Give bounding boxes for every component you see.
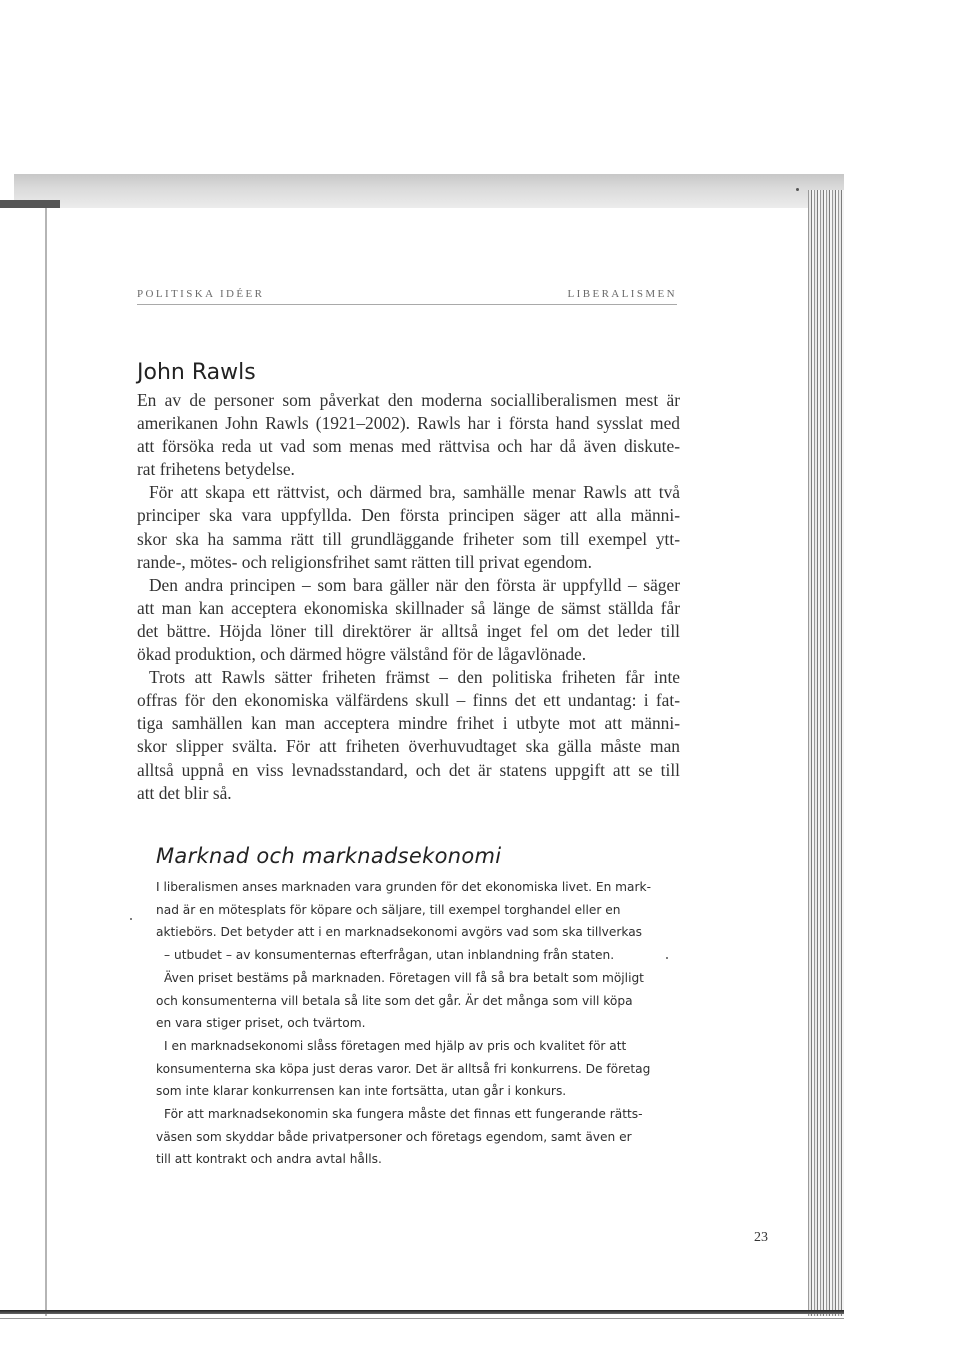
scan-speck	[796, 188, 799, 191]
body-line: amerikanen John Rawls (1921–2002). Rawls har i första hand sysslat med	[137, 413, 680, 434]
scan-shadow-bar	[14, 174, 844, 208]
box-line: konsumenterna ska köpa just deras varor. Det är alltså fri konkurrens. De företag	[156, 1061, 651, 1076]
body-line: alltså uppnå en viss levnadsstandard, och det är statens uppgift att se till	[137, 759, 680, 780]
box-line: I liberalismen anses marknaden vara grunden för det ekonomiska livet. En mark-	[156, 880, 651, 894]
header-right-title: LIBERALISMEN	[567, 288, 677, 300]
box-line: – utbudet – av konsumenternas efterfrågan, utan inblandning från staten.	[164, 948, 615, 963]
body-line: En av de personer som påverkat den moderna socialliberalismen mest är	[137, 390, 680, 410]
box-line: en vara stiger priset, och tvärtom.	[156, 1016, 366, 1031]
body-line: att försöka reda ut vad som menas med rättvisa och har då även diskute-	[137, 436, 680, 457]
body-line: att det blir så.	[137, 782, 232, 803]
box-line: nad är en mötesplats för köpare och säljare, till exempel torghandel eller en	[156, 902, 621, 917]
section-title-john-rawls: John Rawls	[137, 360, 256, 385]
box-line: som inte klarar konkurrensen kan inte fortsätta, utan går i konkurs.	[156, 1084, 567, 1099]
body-line: rat frihetens betydelse.	[137, 459, 295, 480]
body-line: skor ska ha samma rätt till grundläggande friheter som till exempel ytt-	[137, 528, 680, 549]
box-line: och konsumenterna vill betala så lite som det går. Är det många som vill köpa	[156, 993, 633, 1008]
box-line: aktiebörs. Det betyder att i en marknadsekonomi avgörs vad som ska tillverkas	[156, 925, 643, 940]
body-line: rande-, mötes- och religionsfrihet samt rätten till privat egendom.	[137, 551, 592, 572]
body-line: offras för den ekonomiska välfärdens skull – finns det ett undantag: i fat-	[137, 690, 680, 711]
page-number: 23	[754, 1230, 768, 1245]
body-line: det bättre. Höjda löner till direktörer är alltså inget fel om det leder till	[137, 620, 680, 641]
body-line: Trots att Rawls sätter friheten främst – den politiska friheten får inte	[149, 667, 680, 688]
header-left-title: POLITISKA IDÉER	[137, 288, 265, 300]
body-line: Den andra principen – som bara gäller när den första är uppfylld – säger	[149, 574, 680, 595]
box-line: För att marknadsekonomin ska fungera måste det finnas ett fungerande rätts-	[164, 1107, 643, 1122]
box-line: väsen som skyddar både privatpersoner och företags egendom, samt även er	[156, 1129, 632, 1144]
section-body-marknad	[156, 876, 660, 1171]
scan-edge-mark	[0, 200, 60, 208]
section-title-marknad: Marknad och marknadsekonomi	[156, 844, 502, 868]
body-line: tiga samhällen kan man acceptera mindre frihet i utbyte mot att männi-	[137, 713, 680, 734]
body-line: ökad produktion, och därmed högre välstånd för de lågavlönade.	[137, 644, 587, 665]
scan-speck	[130, 918, 132, 920]
body-line: att man kan acceptera ekonomiska skillnader så länge de sämst ställda får	[137, 597, 680, 618]
section-body-john-rawls	[137, 389, 680, 805]
scan-bottom-edge	[0, 1310, 844, 1314]
box-line: I en marknadsekonomi slåss företagen med hjälp av pris och kvalitet för att	[164, 1038, 627, 1053]
body-line: För att skapa ett rättvist, och därmed bra, samhälle menar Rawls att två	[149, 482, 680, 503]
box-line: Även priset bestäms på marknaden. Företagen vill få så bra betalt som möjligt	[164, 970, 644, 985]
scan-bottom-line	[0, 1318, 844, 1319]
running-header	[137, 288, 677, 305]
body-line: principer ska vara uppfyllda. Den första principen säger att alla männi-	[137, 505, 680, 526]
box-line: till att kontrakt och andra avtal hålls.	[156, 1152, 382, 1167]
book-page-edges	[808, 190, 844, 1316]
body-line: skor slipper svälta. För att friheten överhuvudtaget ska gälla måste man	[137, 736, 680, 757]
scan-speck	[666, 957, 668, 959]
